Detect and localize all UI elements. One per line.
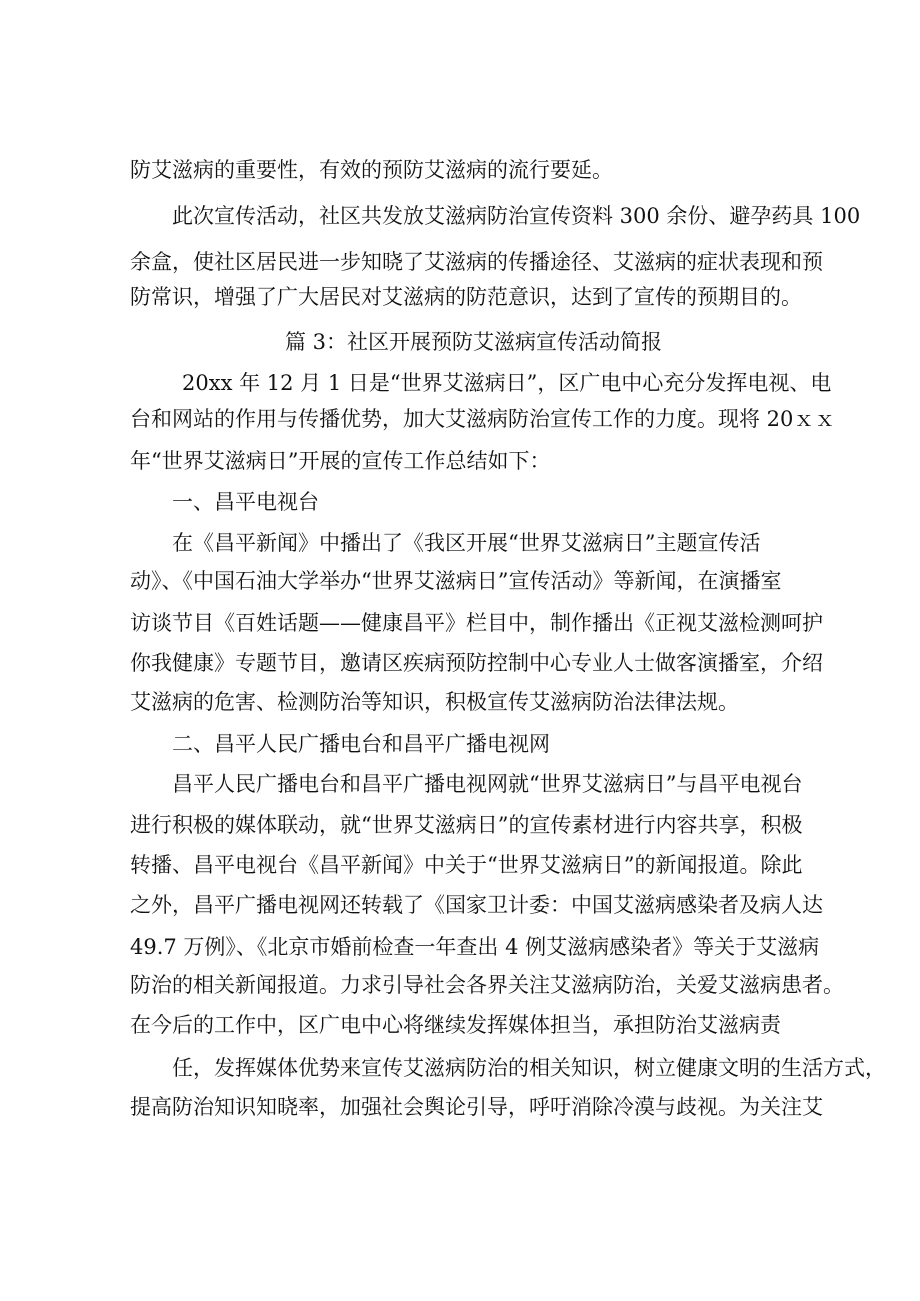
paragraph-line: 进行积极的媒体联动，就“世界艾滋病日”的宣传素材进行内容共享，积极 [130, 813, 803, 837]
subsection-heading: 一、昌平电视台 [172, 490, 319, 514]
paragraph-line: 台和网站的作用与传播优势，加大艾滋病防治宣传工作的力度。现将 20ｘｘ [130, 407, 836, 431]
paragraph-line: 访谈节目《百姓话题——健康昌平》栏目中，制作播出《正视艾滋检测呵护 [130, 611, 823, 635]
paragraph-line: 防常识，增强了广大居民对艾滋病的防范意识，达到了宣传的预期目的。 [130, 285, 802, 309]
paragraph-line: 转播、昌平电视台《昌平新闻》中关于“世界艾滋病日”的新闻报道。除此 [130, 853, 803, 877]
paragraph-line: 之外，昌平广播电视网还转载了《国家卫计委：中国艾滋病感染者及病人达 [130, 893, 823, 917]
paragraph-line: 在《昌平新闻》中播出了《我区开展“世界艾滋病日”主题宣传活 [172, 531, 761, 555]
paragraph-line: 艾滋病的危害、检测防治等知识，积极宣传艾滋病防治法律法规。 [130, 690, 739, 714]
section-heading: 篇 3：社区开展预防艾滋病宣传活动简报 [285, 330, 663, 354]
paragraph-line: 防治的相关新闻报道。力求引导社会各界关注艾滋病防治，关爱艾滋病患者。 [130, 973, 844, 997]
paragraph-line: 提高防治知识知晓率，加强社会舆论引导，呼吁消除冷漠与歧视。为关注艾 [130, 1095, 823, 1119]
paragraph-line: 20xx 年 12 月 1 日是“世界艾滋病日”，区广电中心充分发挥电视、电 [182, 371, 832, 395]
paragraph-line: 在今后的工作中，区广电中心将继续发挥媒体担当，承担防治艾滋病责 [130, 1013, 781, 1037]
subsection-heading: 二、昌平人民广播电台和昌平广播电视网 [172, 732, 550, 756]
paragraph-line: 此次宣传活动，社区共发放艾滋病防治宣传资料 300 余份、避孕药具 100 [172, 204, 861, 228]
paragraph-line: 余盒，使社区居民进一步知晓了艾滋病的传播途径、艾滋病的症状表现和预 [130, 250, 823, 274]
paragraph-line: 年“世界艾滋病日”开展的宣传工作总结如下： [130, 449, 551, 473]
paragraph-line: 昌平人民广播电台和昌平广播电视网就“世界艾滋病日”与昌平电视台 [172, 772, 803, 796]
paragraph-line: 49.7 万例》、《北京市婚前检查一年查出 4 例艾滋病感染者》等关于艾滋病 [130, 935, 820, 959]
paragraph-line: 任，发挥媒体优势来宣传艾滋病防治的相关知识，树立健康文明的生活方式， [172, 1056, 886, 1080]
paragraph-line: 防艾滋病的重要性，有效的预防艾滋病的流行要延。 [130, 158, 613, 182]
paragraph-line: 你我健康》专题节目，邀请区疾病预防控制中心专业人士做客演播室，介绍 [130, 651, 823, 675]
paragraph-line: 动》、《中国石油大学举办“世界艾滋病日”宣传活动》等新闻，在演播室 [130, 569, 782, 593]
